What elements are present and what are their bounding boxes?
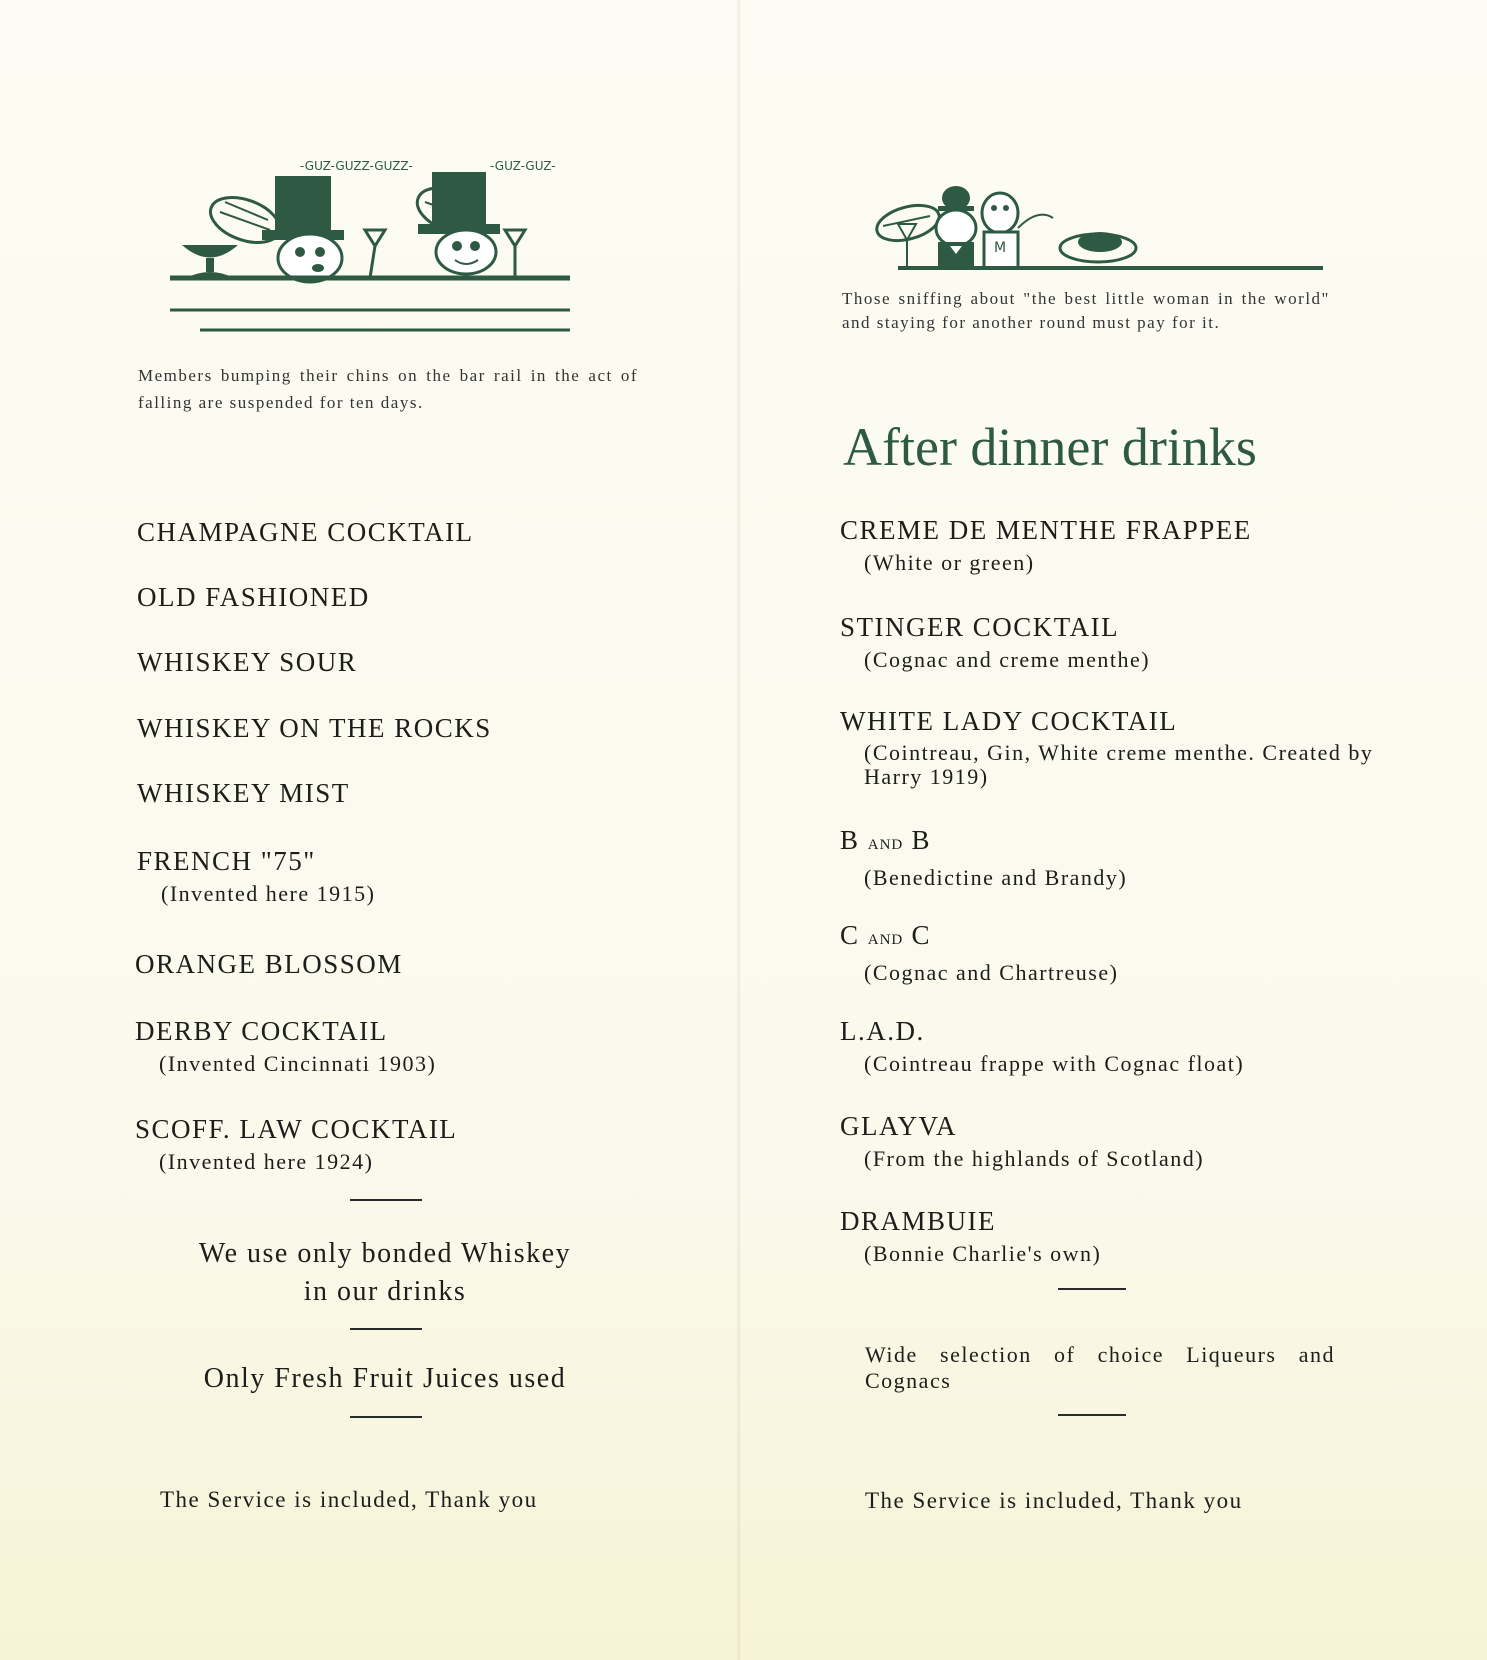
item-name: WHISKEY MIST xyxy=(137,778,350,808)
cartoon-sound-1: -GUZ-GUZZ-GUZZ- xyxy=(300,159,413,173)
divider xyxy=(1058,1414,1126,1416)
menu-item xyxy=(137,581,370,613)
item-note: (Invented here 1924) xyxy=(159,1149,374,1174)
item-name: CHAMPAGNE COCKTAIL xyxy=(137,517,474,547)
item-name: L.A.D. xyxy=(840,1016,925,1046)
menu-item xyxy=(840,1110,1204,1172)
notice-line: in our drinks xyxy=(303,1276,467,1307)
left-caption: Members bumping their chins on the bar rail in the act of falling are suspended for ten days. xyxy=(138,366,638,412)
divider xyxy=(350,1328,422,1330)
item-name: ORANGE BLOSSOM xyxy=(135,949,403,979)
item-name: SCOFF. LAW COCKTAIL xyxy=(135,1114,458,1144)
fresh-juice-notice: Only Fresh Fruit Juices used xyxy=(203,1363,567,1394)
item-name-part: B xyxy=(840,825,860,855)
item-name-part: B xyxy=(911,825,932,855)
divider xyxy=(350,1199,422,1201)
menu-item xyxy=(840,705,1400,789)
item-name: GLAYVA xyxy=(840,1111,958,1141)
item-name-and: AND xyxy=(867,932,904,948)
bonded-whiskey-notice xyxy=(135,1235,635,1311)
item-name xyxy=(840,919,1118,956)
menu-item xyxy=(135,948,403,980)
item-note: (Bonnie Charlie's own) xyxy=(864,1241,1102,1266)
menu-item xyxy=(135,1015,436,1077)
item-name: WHISKEY ON THE ROCKS xyxy=(137,713,492,743)
menu-item xyxy=(840,611,1150,673)
right-caption: Those sniffing about "the best little woman in the world" and staying for another round must pay for it. xyxy=(842,289,1330,332)
item-name xyxy=(840,824,1127,861)
item-note: (Cointreau, Gin, White creme menthe. Created by Harry 1919) xyxy=(864,740,1374,789)
item-note: (From the highlands of Scotland) xyxy=(864,1146,1205,1171)
item-name: STINGER COCKTAIL xyxy=(840,612,1120,642)
right-page xyxy=(740,0,1487,1660)
menu-item xyxy=(137,646,357,678)
left-page xyxy=(0,0,740,1660)
item-note: (Cognac and Chartreuse) xyxy=(864,960,1119,985)
notice-line: We use only bonded Whiskey xyxy=(198,1238,572,1269)
bar-cartoon-right xyxy=(868,168,1333,288)
item-note: (Invented Cincinnati 1903) xyxy=(159,1051,437,1076)
divider xyxy=(1058,1288,1126,1290)
item-name-and: AND xyxy=(867,837,904,853)
item-name: CREME DE MENTHE FRAPPEE xyxy=(840,515,1252,545)
right-footer: The Service is included, Thank you xyxy=(865,1488,1243,1513)
item-name: DRAMBUIE xyxy=(840,1206,997,1236)
menu-item xyxy=(840,1205,1101,1267)
item-name-part: C xyxy=(840,920,860,950)
svg-text:M: M xyxy=(994,240,1007,256)
bar-cartoon-left xyxy=(170,150,610,360)
cartoon-sound-2: -GUZ-GUZ- xyxy=(490,159,556,173)
item-note: (Invented here 1915) xyxy=(161,881,376,906)
divider xyxy=(350,1416,422,1418)
menu-item xyxy=(840,514,1252,576)
item-name: OLD FASHIONED xyxy=(137,582,370,612)
item-name: FRENCH "75" xyxy=(137,846,316,876)
item-name: WHISKEY SOUR xyxy=(137,647,358,677)
menu-item xyxy=(840,1015,1244,1077)
menu-item xyxy=(137,845,375,907)
item-note: (Cognac and creme menthe) xyxy=(864,647,1151,672)
item-name: DERBY COCKTAIL xyxy=(135,1016,388,1046)
menu-item xyxy=(840,824,1127,891)
item-note: (Cointreau frappe with Cognac float) xyxy=(864,1051,1245,1076)
item-name-part: C xyxy=(911,920,932,950)
item-note: (White or green) xyxy=(864,550,1035,575)
menu-item xyxy=(840,919,1118,986)
section-title: After dinner drinks xyxy=(843,417,1257,477)
left-footer: The Service is included, Thank you xyxy=(160,1487,538,1512)
item-name: WHITE LADY COCKTAIL xyxy=(840,706,1178,736)
menu-item xyxy=(137,777,350,809)
menu-item xyxy=(137,516,474,548)
menu-item xyxy=(135,1113,457,1175)
liqueurs-notice: Wide selection of choice Liqueurs and Cognacs xyxy=(865,1342,1335,1393)
item-note: (Benedictine and Brandy) xyxy=(864,865,1128,890)
menu-item xyxy=(137,712,492,744)
